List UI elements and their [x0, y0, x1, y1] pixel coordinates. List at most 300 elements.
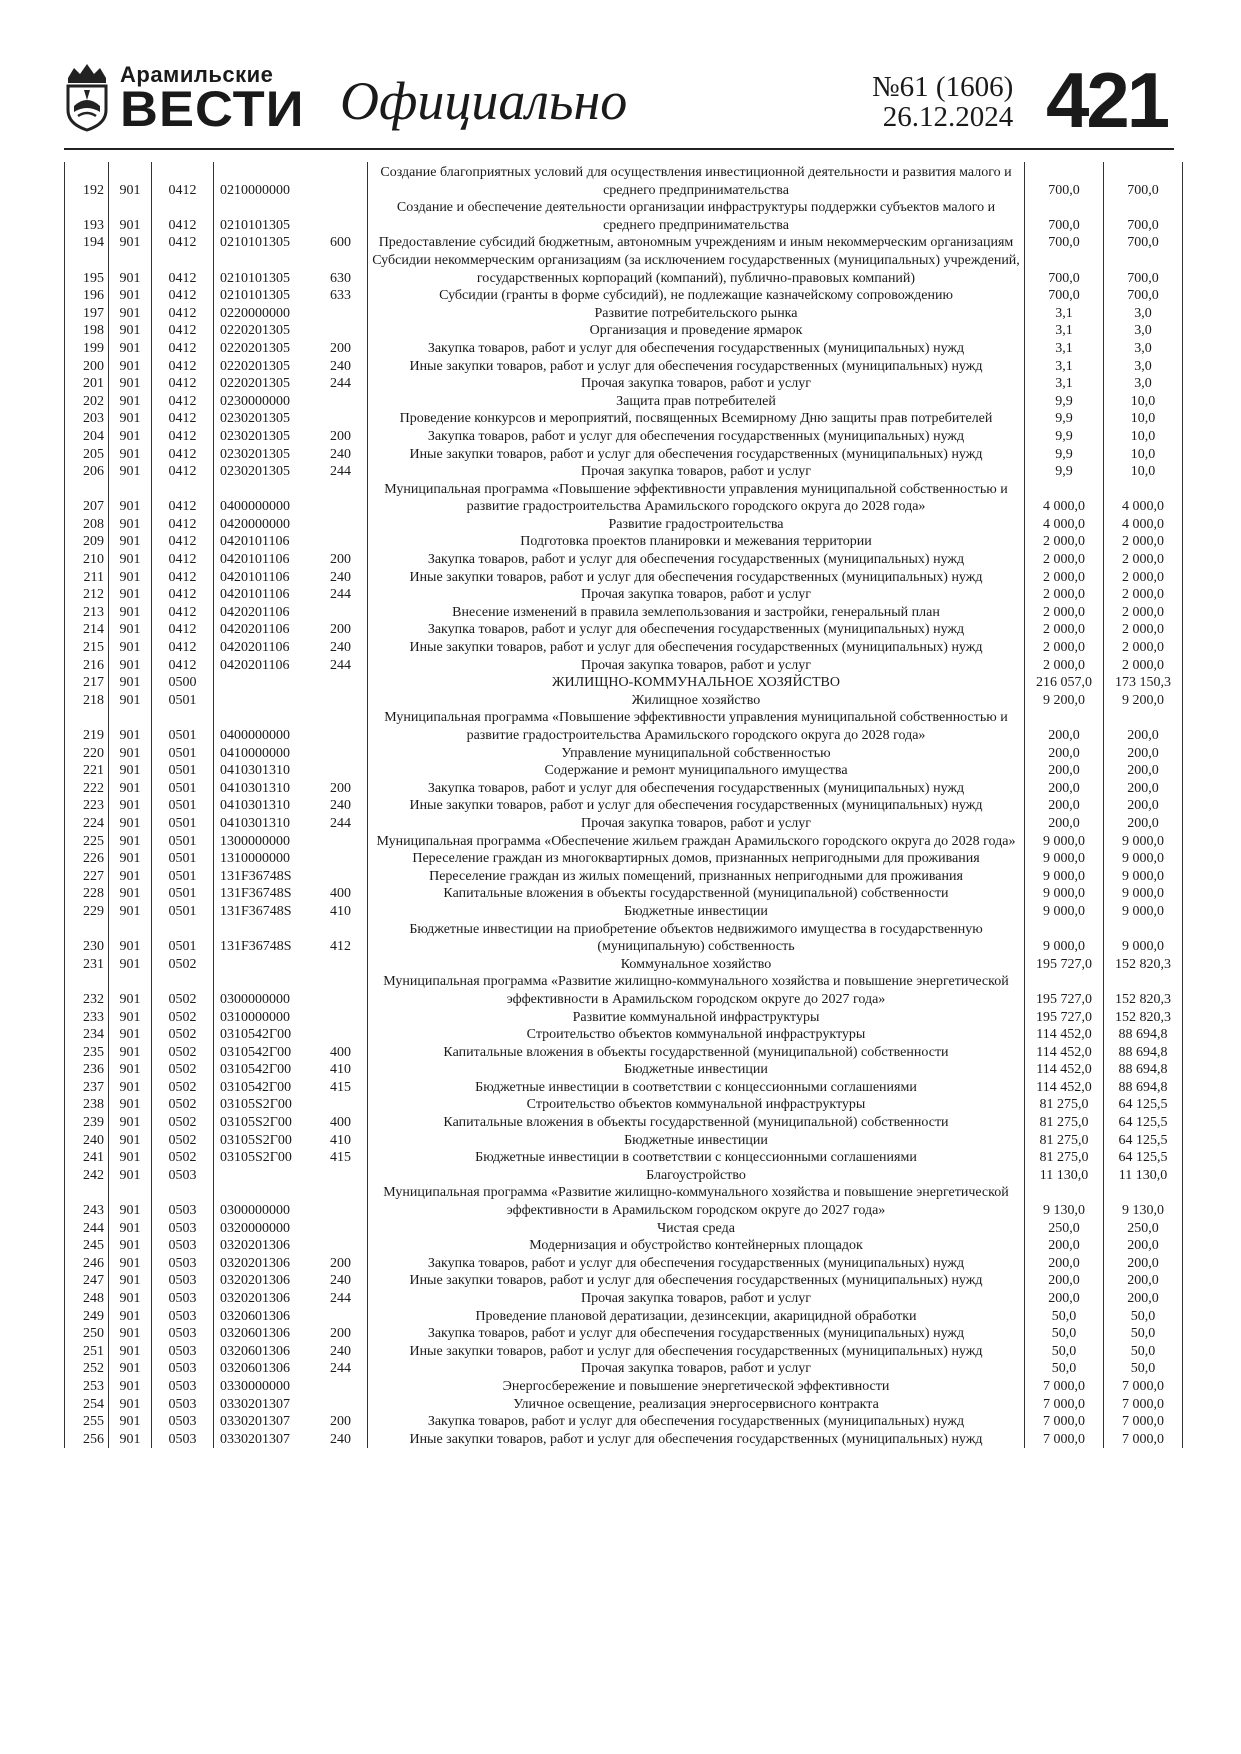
- expense-type-code: 410: [328, 1061, 368, 1079]
- amount-2026: 10,0: [1104, 463, 1183, 481]
- item-name: Закупка товаров, работ и услуг для обеспечения государственных (муниципальных) нужд: [368, 1255, 1025, 1273]
- item-name: Закупка товаров, работ и услуг для обеспечения государственных (муниципальных) нужд: [368, 1413, 1025, 1431]
- section-code: 0501: [152, 797, 214, 815]
- row-number: 216: [65, 657, 109, 675]
- masthead: [64, 56, 1174, 150]
- row-number: 237: [65, 1079, 109, 1097]
- target-article-code: 0420201106: [214, 604, 329, 622]
- amount-2025: 3,1: [1025, 358, 1104, 376]
- amount-2026: 2 000,0: [1104, 621, 1183, 639]
- table-row: [65, 446, 1183, 464]
- item-name: Прочая закупка товаров, работ и услуг: [368, 586, 1025, 604]
- amount-2026: 200,0: [1104, 709, 1183, 744]
- section-code: 0412: [152, 569, 214, 587]
- row-number: 205: [65, 446, 109, 464]
- expense-type-code: [328, 1308, 368, 1326]
- amount-2025: 2 000,0: [1025, 569, 1104, 587]
- expense-type-code: [328, 162, 368, 199]
- table-row: [65, 340, 1183, 358]
- row-number: 215: [65, 639, 109, 657]
- amount-2026: 700,0: [1104, 287, 1183, 305]
- item-name: Субсидии (гранты в форме субсидий), не подлежащие казначейскому сопровождению: [368, 287, 1025, 305]
- amount-2026: 9 000,0: [1104, 833, 1183, 851]
- row-number: 225: [65, 833, 109, 851]
- row-number: 209: [65, 533, 109, 551]
- item-name: Бюджетные инвестиции на приобретение объектов недвижимого имущества в государственную (муниципальную) собственность: [368, 921, 1025, 956]
- table-row: [65, 551, 1183, 569]
- target-article-code: 0220201305: [214, 375, 329, 393]
- table-row: [65, 393, 1183, 411]
- row-number: 231: [65, 956, 109, 974]
- expense-type-code: 200: [328, 428, 368, 446]
- amount-2025: 81 275,0: [1025, 1096, 1104, 1114]
- row-number: 242: [65, 1167, 109, 1185]
- row-number: 235: [65, 1044, 109, 1062]
- admin-code: 901: [109, 604, 152, 622]
- item-name: Внесение изменений в правила землепользования и застройки, генеральный план: [368, 604, 1025, 622]
- amount-2025: 3,1: [1025, 322, 1104, 340]
- amount-2026: 700,0: [1104, 199, 1183, 234]
- section-code: 0503: [152, 1290, 214, 1308]
- section-code: 0501: [152, 833, 214, 851]
- row-number: 213: [65, 604, 109, 622]
- amount-2025: 2 000,0: [1025, 551, 1104, 569]
- amount-2025: 2 000,0: [1025, 657, 1104, 675]
- amount-2025: 9,9: [1025, 428, 1104, 446]
- amount-2026: 200,0: [1104, 780, 1183, 798]
- amount-2025: 216 057,0: [1025, 674, 1104, 692]
- expense-type-code: [328, 762, 368, 780]
- amount-2025: 200,0: [1025, 1237, 1104, 1255]
- amount-2025: 200,0: [1025, 745, 1104, 763]
- expense-type-code: [328, 745, 368, 763]
- section-code: 0502: [152, 1114, 214, 1132]
- amount-2026: 3,0: [1104, 375, 1183, 393]
- section-code: 0412: [152, 322, 214, 340]
- amount-2025: 9 000,0: [1025, 868, 1104, 886]
- item-name: Закупка товаров, работ и услуг для обеспечения государственных (муниципальных) нужд: [368, 551, 1025, 569]
- amount-2025: 2 000,0: [1025, 639, 1104, 657]
- expense-type-code: 244: [328, 586, 368, 604]
- expense-type-code: 200: [328, 780, 368, 798]
- row-number: 212: [65, 586, 109, 604]
- amount-2026: 9 130,0: [1104, 1184, 1183, 1219]
- row-number: 252: [65, 1360, 109, 1378]
- logo-top-text: Арамильские: [120, 62, 274, 87]
- row-number: 210: [65, 551, 109, 569]
- amount-2026: 200,0: [1104, 797, 1183, 815]
- amount-2025: 700,0: [1025, 162, 1104, 199]
- amount-2025: 4 000,0: [1025, 516, 1104, 534]
- row-number: 207: [65, 481, 109, 516]
- item-name: Развитие потребительского рынка: [368, 305, 1025, 323]
- item-name: Жилищное хозяйство: [368, 692, 1025, 710]
- item-name: Иные закупки товаров, работ и услуг для обеспечения государственных (муниципальных) нужд: [368, 569, 1025, 587]
- table-row: [65, 1114, 1183, 1132]
- item-name: Коммунальное хозяйство: [368, 956, 1025, 974]
- amount-2025: 2 000,0: [1025, 586, 1104, 604]
- row-number: 240: [65, 1132, 109, 1150]
- table-row: [65, 1184, 1183, 1219]
- item-name: Прочая закупка товаров, работ и услуг: [368, 657, 1025, 675]
- row-number: 208: [65, 516, 109, 534]
- amount-2026: 9 000,0: [1104, 903, 1183, 921]
- item-name: Энергосбережение и повышение энергетической эффективности: [368, 1378, 1025, 1396]
- expense-type-code: 244: [328, 815, 368, 833]
- amount-2025: 9 000,0: [1025, 921, 1104, 956]
- row-number: 238: [65, 1096, 109, 1114]
- target-article-code: 1300000000: [214, 833, 329, 851]
- target-article-code: 03105S2Г00: [214, 1132, 329, 1150]
- amount-2026: 200,0: [1104, 1272, 1183, 1290]
- section-code: 0412: [152, 428, 214, 446]
- admin-code: 901: [109, 1044, 152, 1062]
- amount-2025: 700,0: [1025, 252, 1104, 287]
- table-row: [65, 305, 1183, 323]
- section-code: 0412: [152, 621, 214, 639]
- section-code: 0503: [152, 1396, 214, 1414]
- amount-2025: 9 000,0: [1025, 850, 1104, 868]
- table-row: [65, 692, 1183, 710]
- target-article-code: 03105S2Г00: [214, 1096, 329, 1114]
- admin-code: 901: [109, 1308, 152, 1326]
- target-article-code: 0420201106: [214, 639, 329, 657]
- target-article-code: 0410301310: [214, 762, 329, 780]
- expense-type-code: 240: [328, 358, 368, 376]
- expense-type-code: 410: [328, 903, 368, 921]
- target-article-code: 0410301310: [214, 780, 329, 798]
- section-code: 0412: [152, 446, 214, 464]
- expense-type-code: [328, 850, 368, 868]
- amount-2026: 64 125,5: [1104, 1149, 1183, 1167]
- item-name: Закупка товаров, работ и услуг для обеспечения государственных (муниципальных) нужд: [368, 428, 1025, 446]
- admin-code: 901: [109, 428, 152, 446]
- expense-type-code: 200: [328, 340, 368, 358]
- amount-2025: 50,0: [1025, 1360, 1104, 1378]
- admin-code: 901: [109, 358, 152, 376]
- amount-2026: 3,0: [1104, 340, 1183, 358]
- admin-code: 901: [109, 885, 152, 903]
- expense-type-code: 244: [328, 1360, 368, 1378]
- table-row: [65, 868, 1183, 886]
- section-code: 0503: [152, 1360, 214, 1378]
- admin-code: 901: [109, 1343, 152, 1361]
- row-number: 233: [65, 1009, 109, 1027]
- row-number: 232: [65, 973, 109, 1008]
- amount-2025: 195 727,0: [1025, 973, 1104, 1008]
- admin-code: 901: [109, 1009, 152, 1027]
- admin-code: 901: [109, 393, 152, 411]
- target-article-code: [214, 1167, 329, 1185]
- admin-code: 901: [109, 1220, 152, 1238]
- admin-code: 901: [109, 1096, 152, 1114]
- expense-type-code: [328, 199, 368, 234]
- amount-2025: 2 000,0: [1025, 533, 1104, 551]
- amount-2025: 9,9: [1025, 463, 1104, 481]
- amount-2025: 114 452,0: [1025, 1044, 1104, 1062]
- admin-code: 901: [109, 252, 152, 287]
- admin-code: 901: [109, 1026, 152, 1044]
- target-article-code: [214, 956, 329, 974]
- row-number: 226: [65, 850, 109, 868]
- section-code: 0501: [152, 709, 214, 744]
- item-name: Муниципальная программа «Повышение эффективности управления муниципальной собственностью и развитие градостроительства Арамильского городского округа до 2028 года»: [368, 709, 1025, 744]
- amount-2026: 700,0: [1104, 252, 1183, 287]
- newspaper-logo: [120, 62, 360, 137]
- admin-code: 901: [109, 375, 152, 393]
- amount-2025: 200,0: [1025, 1272, 1104, 1290]
- amount-2026: 4 000,0: [1104, 481, 1183, 516]
- amount-2026: 200,0: [1104, 1255, 1183, 1273]
- amount-2025: 81 275,0: [1025, 1114, 1104, 1132]
- expense-type-code: [328, 481, 368, 516]
- table-row: [65, 921, 1183, 956]
- item-name: Развитие коммунальной инфраструктуры: [368, 1009, 1025, 1027]
- section-code: 0412: [152, 410, 214, 428]
- table-row: [65, 833, 1183, 851]
- admin-code: 901: [109, 446, 152, 464]
- item-name: Проведение плановой дератизации, дезинсекции, акарицидной обработки: [368, 1308, 1025, 1326]
- amount-2026: 2 000,0: [1104, 586, 1183, 604]
- target-article-code: 0320601306: [214, 1343, 329, 1361]
- target-article-code: 0410301310: [214, 797, 329, 815]
- expense-type-code: [328, 1220, 368, 1238]
- item-name: Строительство объектов коммунальной инфраструктуры: [368, 1096, 1025, 1114]
- row-number: 214: [65, 621, 109, 639]
- amount-2025: 3,1: [1025, 375, 1104, 393]
- expense-type-code: 400: [328, 885, 368, 903]
- target-article-code: 0230201305: [214, 410, 329, 428]
- target-article-code: 03105S2Г00: [214, 1149, 329, 1167]
- table-row: [65, 762, 1183, 780]
- table-row: [65, 1396, 1183, 1414]
- table-row: [65, 516, 1183, 534]
- admin-code: 901: [109, 1360, 152, 1378]
- item-name: Капитальные вложения в объекты государственной (муниципальной) собственности: [368, 1114, 1025, 1132]
- row-number: 221: [65, 762, 109, 780]
- admin-code: 901: [109, 797, 152, 815]
- section-code: 0502: [152, 1044, 214, 1062]
- row-number: 198: [65, 322, 109, 340]
- item-name: Бюджетные инвестиции в соответствии с концессионными соглашениями: [368, 1149, 1025, 1167]
- target-article-code: 0400000000: [214, 481, 329, 516]
- section-code: 0502: [152, 956, 214, 974]
- expense-type-code: [328, 956, 368, 974]
- item-name: Бюджетные инвестиции в соответствии с концессионными соглашениями: [368, 1079, 1025, 1097]
- amount-2025: 9 200,0: [1025, 692, 1104, 710]
- section-code: 0503: [152, 1167, 214, 1185]
- amount-2026: 64 125,5: [1104, 1114, 1183, 1132]
- section-code: 0412: [152, 481, 214, 516]
- item-name: Бюджетные инвестиции: [368, 1061, 1025, 1079]
- table-row: [65, 1096, 1183, 1114]
- expense-type-code: [328, 516, 368, 534]
- item-name: Муниципальная программа «Повышение эффективности управления муниципальной собственностью и развитие градостроительства Арамильского городского округа до 2028 года»: [368, 481, 1025, 516]
- expense-type-code: 200: [328, 1413, 368, 1431]
- expense-type-code: 200: [328, 1255, 368, 1273]
- amount-2026: 10,0: [1104, 393, 1183, 411]
- section-code: 0501: [152, 815, 214, 833]
- admin-code: 901: [109, 639, 152, 657]
- expense-type-code: [328, 1009, 368, 1027]
- item-name: Организация и проведение ярмарок: [368, 322, 1025, 340]
- amount-2025: 3,1: [1025, 340, 1104, 358]
- expense-type-code: 415: [328, 1149, 368, 1167]
- item-name: Строительство объектов коммунальной инфраструктуры: [368, 1026, 1025, 1044]
- row-number: 255: [65, 1413, 109, 1431]
- amount-2026: 64 125,5: [1104, 1132, 1183, 1150]
- expense-type-code: [328, 1378, 368, 1396]
- section-code: 0500: [152, 674, 214, 692]
- section-code: 0503: [152, 1378, 214, 1396]
- item-name: Развитие градостроительства: [368, 516, 1025, 534]
- admin-code: 901: [109, 850, 152, 868]
- target-article-code: 0230201305: [214, 463, 329, 481]
- table-row: [65, 1044, 1183, 1062]
- expense-type-code: [328, 1237, 368, 1255]
- expense-type-code: [328, 410, 368, 428]
- admin-code: 901: [109, 1378, 152, 1396]
- admin-code: 901: [109, 162, 152, 199]
- amount-2025: 200,0: [1025, 1255, 1104, 1273]
- expense-type-code: [328, 973, 368, 1008]
- amount-2026: 200,0: [1104, 1237, 1183, 1255]
- expense-type-code: [328, 868, 368, 886]
- section-code: 0503: [152, 1184, 214, 1219]
- section-code: 0503: [152, 1413, 214, 1431]
- admin-code: 901: [109, 234, 152, 252]
- row-number: 249: [65, 1308, 109, 1326]
- item-name: ЖИЛИЩНО-КОММУНАЛЬНОЕ ХОЗЯЙСТВО: [368, 674, 1025, 692]
- table-row: [65, 1343, 1183, 1361]
- table-row: [65, 533, 1183, 551]
- amount-2026: 9 000,0: [1104, 868, 1183, 886]
- expense-type-code: 633: [328, 287, 368, 305]
- item-name: Закупка товаров, работ и услуг для обеспечения государственных (муниципальных) нужд: [368, 780, 1025, 798]
- target-article-code: 0420101106: [214, 586, 329, 604]
- row-number: 234: [65, 1026, 109, 1044]
- section-code: 0503: [152, 1237, 214, 1255]
- target-article-code: 0420000000: [214, 516, 329, 534]
- item-name: Бюджетные инвестиции: [368, 903, 1025, 921]
- section-code: 0501: [152, 745, 214, 763]
- expense-type-code: [328, 1396, 368, 1414]
- table-row: [65, 797, 1183, 815]
- section-code: 0412: [152, 657, 214, 675]
- section-code: 0501: [152, 692, 214, 710]
- admin-code: 901: [109, 410, 152, 428]
- row-number: 224: [65, 815, 109, 833]
- amount-2025: 700,0: [1025, 199, 1104, 234]
- admin-code: 901: [109, 1184, 152, 1219]
- target-article-code: 0320201306: [214, 1272, 329, 1290]
- amount-2026: 2 000,0: [1104, 657, 1183, 675]
- table-row: [65, 1325, 1183, 1343]
- expense-type-code: [328, 1184, 368, 1219]
- amount-2025: 9 000,0: [1025, 833, 1104, 851]
- section-code: 0503: [152, 1220, 214, 1238]
- section-code: 0503: [152, 1343, 214, 1361]
- target-article-code: 0330201307: [214, 1396, 329, 1414]
- row-number: 239: [65, 1114, 109, 1132]
- admin-code: 901: [109, 1413, 152, 1431]
- row-number: 246: [65, 1255, 109, 1273]
- amount-2026: 88 694,8: [1104, 1061, 1183, 1079]
- amount-2025: 200,0: [1025, 1290, 1104, 1308]
- item-name: Предоставление субсидий бюджетным, автономным учреждениям и иным некоммерческим организациям: [368, 234, 1025, 252]
- target-article-code: 0210101305: [214, 252, 329, 287]
- target-article-code: 0210101305: [214, 287, 329, 305]
- admin-code: 901: [109, 973, 152, 1008]
- target-article-code: 0420201106: [214, 657, 329, 675]
- row-number: 222: [65, 780, 109, 798]
- budget-table-body: [65, 162, 1183, 1448]
- section-code: 0412: [152, 551, 214, 569]
- section-code: 0502: [152, 1096, 214, 1114]
- admin-code: 901: [109, 287, 152, 305]
- expense-type-code: 240: [328, 1343, 368, 1361]
- item-name: Защита прав потребителей: [368, 393, 1025, 411]
- expense-type-code: 412: [328, 921, 368, 956]
- row-number: 247: [65, 1272, 109, 1290]
- section-code: 0412: [152, 586, 214, 604]
- table-row: [65, 287, 1183, 305]
- target-article-code: 0420101106: [214, 533, 329, 551]
- item-name: Субсидии некоммерческим организациям (за исключением государственных (муниципальных) учреждений, государственных корпораций (компаний), публично-правовых компаний): [368, 252, 1025, 287]
- expense-type-code: [328, 833, 368, 851]
- expense-type-code: 200: [328, 1325, 368, 1343]
- admin-code: 901: [109, 692, 152, 710]
- section-code: 0412: [152, 234, 214, 252]
- section-code: 0502: [152, 1061, 214, 1079]
- admin-code: 901: [109, 481, 152, 516]
- expense-type-code: 200: [328, 551, 368, 569]
- row-number: 211: [65, 569, 109, 587]
- amount-2026: 2 000,0: [1104, 569, 1183, 587]
- amount-2025: 200,0: [1025, 797, 1104, 815]
- admin-code: 901: [109, 709, 152, 744]
- target-article-code: 0310542Г00: [214, 1026, 329, 1044]
- target-article-code: 0420201106: [214, 621, 329, 639]
- row-number: 218: [65, 692, 109, 710]
- row-number: 202: [65, 393, 109, 411]
- table-row: [65, 903, 1183, 921]
- row-number: 196: [65, 287, 109, 305]
- expense-type-code: 415: [328, 1079, 368, 1097]
- amount-2026: 173 150,3: [1104, 674, 1183, 692]
- amount-2026: 7 000,0: [1104, 1413, 1183, 1431]
- table-row: [65, 1167, 1183, 1185]
- item-name: Иные закупки товаров, работ и услуг для обеспечения государственных (муниципальных) нужд: [368, 1343, 1025, 1361]
- amount-2026: 50,0: [1104, 1343, 1183, 1361]
- item-name: Проведение конкурсов и мероприятий, посвященных Всемирному Дню защиты прав потребителей: [368, 410, 1025, 428]
- row-number: 253: [65, 1378, 109, 1396]
- amount-2026: 9 000,0: [1104, 885, 1183, 903]
- table-row: [65, 1431, 1183, 1449]
- amount-2025: 9 130,0: [1025, 1184, 1104, 1219]
- item-name: Создание благоприятных условий для осуществления инвестиционной деятельности и развития малого и среднего предпринимательства: [368, 162, 1025, 199]
- amount-2026: 64 125,5: [1104, 1096, 1183, 1114]
- target-article-code: 131F36748S: [214, 921, 329, 956]
- section-code: 0412: [152, 463, 214, 481]
- row-number: 199: [65, 340, 109, 358]
- amount-2026: 200,0: [1104, 762, 1183, 780]
- section-code: 0412: [152, 639, 214, 657]
- section-code: 0412: [152, 305, 214, 323]
- item-name: Иные закупки товаров, работ и услуг для обеспечения государственных (муниципальных) нужд: [368, 1431, 1025, 1449]
- item-name: Прочая закупка товаров, работ и услуг: [368, 1290, 1025, 1308]
- admin-code: 901: [109, 833, 152, 851]
